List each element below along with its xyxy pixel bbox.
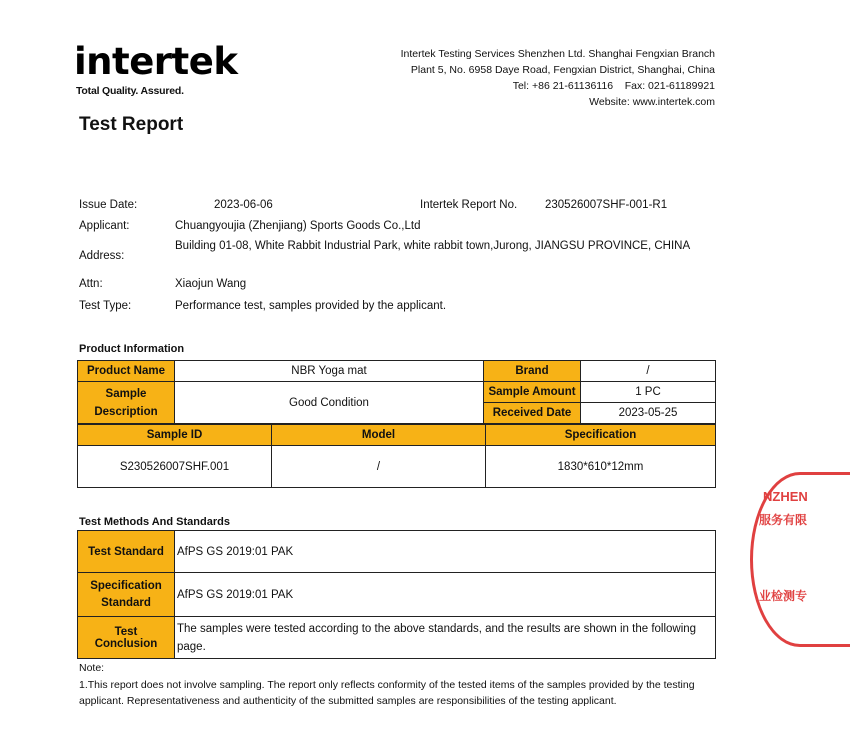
received-date-label: Received Date	[484, 403, 581, 424]
logo-tagline: Total Quality. Assured.	[76, 85, 184, 97]
address-value: Building 01-08, White Rabbit Industrial Park, white rabbit town,Jurong, JIANGSU PROVINCE, CHINA	[175, 240, 691, 252]
stamp-text: NZHEN	[763, 489, 808, 504]
company-seal-stamp	[750, 472, 850, 647]
intertek-logo: intertek	[74, 40, 238, 83]
sample-table	[77, 424, 716, 488]
report-no-label: Intertek Report No.	[420, 199, 518, 211]
product-name-label: Product Name	[78, 361, 175, 382]
note-text: 1.This report does not involve sampling. The report only reflects conformity of the tested items of the samples provided by the testing applicant. Representativeness and authenticity of the submitted samples are responsibilities of the testing applicant.	[79, 678, 695, 707]
specification-standard-value: AfPS GS 2019:01 PAK	[175, 573, 716, 617]
specification-value: 1830*610*12mm	[486, 446, 716, 488]
applicant-label: Applicant:	[79, 220, 130, 232]
test-conclusion-value: The samples were tested according to the above standards, and the results are shown in the following page.	[175, 617, 716, 659]
note-label: Note:	[79, 662, 105, 674]
test-standard-value: AfPS GS 2019:01 PAK	[175, 531, 716, 573]
sample-amount-value: 1 PC	[581, 382, 716, 403]
test-type-value: Performance test, samples provided by the applicant.	[175, 300, 447, 312]
test-conclusion-label: Test Conclusion	[78, 617, 175, 659]
brand-label: Brand	[484, 361, 581, 382]
model-value: /	[272, 446, 486, 488]
issue-date-label: Issue Date:	[79, 199, 138, 211]
brand-value: /	[581, 361, 716, 382]
address-line: Tel: +86 21-61136116 Fax: 021-61189921	[512, 80, 715, 92]
stamp-text: 服务有限	[759, 513, 808, 527]
address-line: Plant 5, No. 6958 Daye Road, Fengxian District, Shanghai, China	[410, 64, 715, 76]
test-methods-title: Test Methods And Standards	[79, 516, 230, 528]
product-info-table	[77, 360, 716, 424]
sample-amount-label: Sample Amount	[484, 382, 581, 403]
product-info-title: Product Information	[79, 343, 185, 355]
report-no-value: 230526007SHF-001-R1	[545, 199, 668, 211]
attn-value: Xiaojun Wang	[175, 278, 247, 290]
sample-description-value: Good Condition	[175, 382, 484, 424]
attn-label: Attn:	[79, 278, 103, 290]
page-title: Test Report	[79, 114, 184, 135]
test-standard-label: Test Standard	[78, 531, 175, 573]
company-address-block	[401, 46, 715, 110]
address-line: Website: www.intertek.com	[589, 96, 715, 108]
test-methods-table	[77, 530, 716, 659]
sample-id-value: S230526007SHF.001	[78, 446, 272, 488]
received-date-value: 2023-05-25	[581, 403, 716, 424]
model-header: Model	[272, 425, 486, 446]
specification-standard-label: Specification Standard	[78, 573, 175, 617]
specification-header: Specification	[486, 425, 716, 446]
issue-date-value: 2023-06-06	[214, 199, 273, 211]
note-block	[79, 660, 719, 710]
address-line: Intertek Testing Services Shenzhen Ltd. Shanghai Fengxian Branch	[400, 48, 715, 60]
product-name-value: NBR Yoga mat	[175, 361, 484, 382]
stamp-text: 业检测专	[759, 589, 808, 603]
sample-description-label: Sample Description	[78, 382, 175, 424]
address-label: Address:	[79, 250, 125, 262]
test-type-label: Test Type:	[79, 300, 132, 312]
applicant-value: Chuangyoujia (Zhenjiang) Sports Goods Co.,Ltd	[175, 220, 421, 232]
sample-id-header: Sample ID	[78, 425, 272, 446]
